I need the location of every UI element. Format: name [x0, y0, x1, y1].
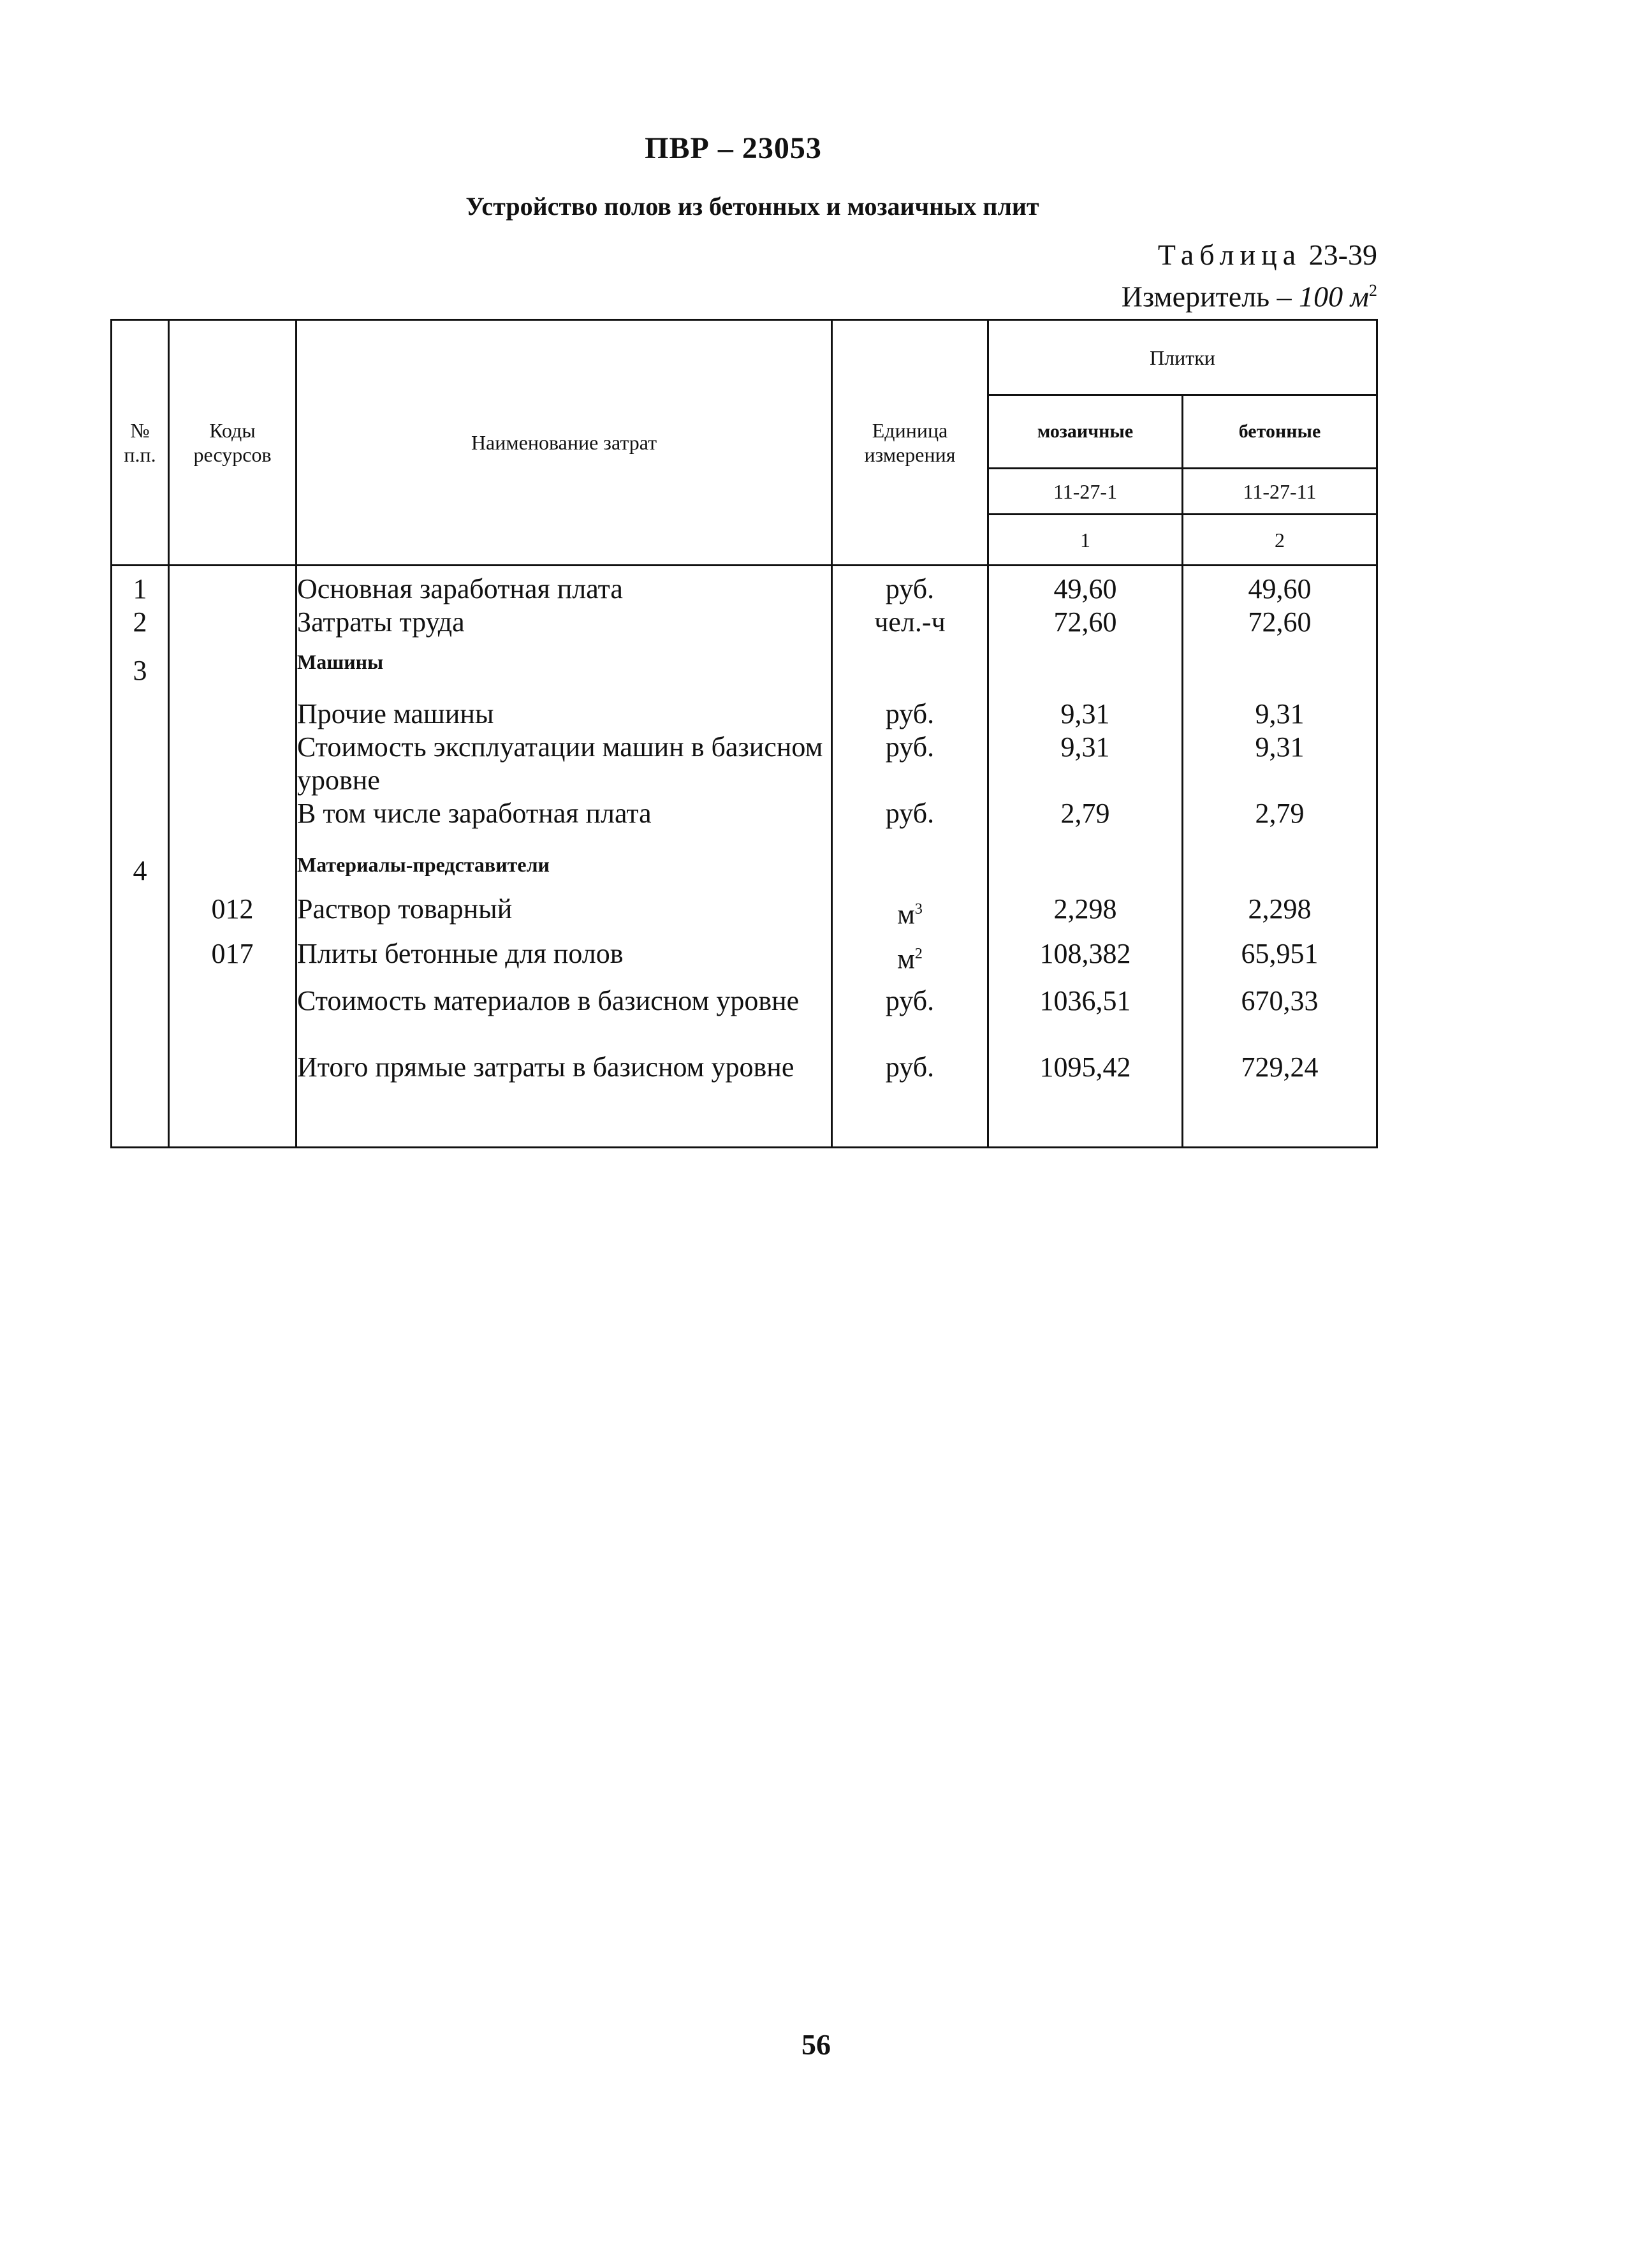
row-unit: чел.-ч: [832, 606, 988, 645]
row-unit-superscript: 2: [914, 946, 923, 962]
row-value-2: [1183, 645, 1377, 698]
row-unit: [832, 848, 988, 893]
row-value-2: 2,79: [1183, 797, 1377, 848]
header-col2-index: 2: [1183, 515, 1377, 566]
row-code: [169, 848, 296, 893]
row-num: [112, 1051, 169, 1148]
row-num: 3: [112, 645, 169, 698]
header-name: Наименование затрат: [296, 320, 832, 566]
row-code: 012: [169, 893, 296, 937]
row-num: 4: [112, 848, 169, 893]
page-number: 56: [801, 2028, 831, 2061]
row-value-2: 729,24: [1183, 1051, 1377, 1148]
row-name: Основная заработная плата: [296, 566, 832, 606]
header-col1-name: мозаичные: [988, 395, 1183, 469]
header-codes: Коды ресурсов: [169, 320, 296, 566]
row-value-1: [988, 645, 1183, 698]
row-unit: руб.: [832, 566, 988, 606]
row-name: Раствор товарный: [296, 893, 832, 937]
cost-table: [110, 319, 1378, 1148]
row-code: [169, 731, 296, 797]
row-num: [112, 698, 169, 731]
row-value-1: 2,79: [988, 797, 1183, 848]
row-unit: руб.: [832, 797, 988, 848]
row-code: [169, 698, 296, 731]
header-group: Плитки: [988, 320, 1377, 395]
row-value-1: [988, 848, 1183, 893]
row-unit: руб.: [832, 731, 988, 797]
row-code: [169, 606, 296, 645]
row-num: [112, 893, 169, 937]
header-col1-index: 1: [988, 515, 1183, 566]
row-value-2: 2,298: [1183, 893, 1377, 937]
row-unit-superscript: 3: [914, 901, 923, 918]
row-value-1: 1036,51: [988, 984, 1183, 1051]
table-row: [112, 848, 1377, 893]
table-caption: [1084, 237, 1377, 314]
row-value-1: 108,382: [988, 937, 1183, 984]
row-value-2: 9,31: [1183, 731, 1377, 797]
measure-value: 100 м: [1299, 280, 1369, 313]
row-value-2: 72,60: [1183, 606, 1377, 645]
row-num: [112, 984, 169, 1051]
row-name: Прочие машины: [296, 698, 832, 731]
header-col2-name: бетонные: [1183, 395, 1377, 469]
row-num: 2: [112, 606, 169, 645]
row-code: [169, 645, 296, 698]
table-row: [112, 566, 1377, 606]
row-num: [112, 731, 169, 797]
table-row: [112, 731, 1377, 797]
header-col1-code: 11-27-1: [988, 469, 1183, 515]
table-label: Таблица: [1157, 238, 1302, 271]
table-row: [112, 606, 1377, 645]
row-name: Плиты бетонные для полов: [296, 937, 832, 984]
row-name: Итого прямые затраты в базисном уровне: [296, 1051, 832, 1148]
row-unit: [832, 937, 988, 984]
header-num: № п.п.: [112, 320, 169, 566]
header-col2-code: 11-27-11: [1183, 469, 1377, 515]
row-value-1: 72,60: [988, 606, 1183, 645]
measure-line: [1084, 273, 1377, 314]
row-unit: руб.: [832, 984, 988, 1051]
table-row: [112, 893, 1377, 937]
document-title: Устройство полов из бетонных и мозаичных плит: [465, 192, 1039, 221]
row-name: Стоимость материалов в базисном уровне: [296, 984, 832, 1051]
row-value-2: 65,951: [1183, 937, 1377, 984]
measure-label: Измеритель –: [1121, 280, 1292, 313]
row-unit: руб.: [832, 698, 988, 731]
table-number: 23-39: [1308, 238, 1377, 271]
row-code: 017: [169, 937, 296, 984]
row-code: [169, 566, 296, 606]
row-unit-text: м: [897, 943, 915, 975]
measure-superscript: 2: [1369, 281, 1377, 300]
row-unit: руб.: [832, 1051, 988, 1148]
row-value-2: 49,60: [1183, 566, 1377, 606]
row-section-name: Машины: [296, 645, 832, 698]
document-code: ПВР – 23053: [645, 131, 822, 165]
row-num: [112, 797, 169, 848]
table-row: [112, 937, 1377, 984]
table-row: [112, 698, 1377, 731]
table-row: [112, 984, 1377, 1051]
table-row: [112, 797, 1377, 848]
row-num: [112, 937, 169, 984]
row-value-1: 9,31: [988, 698, 1183, 731]
row-code: [169, 1051, 296, 1148]
row-value-2: [1183, 848, 1377, 893]
row-unit: [832, 893, 988, 937]
row-value-1: 2,298: [988, 893, 1183, 937]
row-value-2: 670,33: [1183, 984, 1377, 1051]
row-code: [169, 984, 296, 1051]
row-name: В том числе заработная плата: [296, 797, 832, 848]
table-row: [112, 1051, 1377, 1148]
row-name: Стоимость эксплуатации машин в базисном уровне: [296, 731, 832, 797]
header-unit: Единица измерения: [832, 320, 988, 566]
row-unit-text: м: [897, 898, 915, 930]
row-code: [169, 797, 296, 848]
row-section-name: Материалы-представители: [296, 848, 832, 893]
row-value-1: 9,31: [988, 731, 1183, 797]
row-unit: [832, 645, 988, 698]
row-value-1: 49,60: [988, 566, 1183, 606]
row-num: 1: [112, 566, 169, 606]
row-value-2: 9,31: [1183, 698, 1377, 731]
row-value-1: 1095,42: [988, 1051, 1183, 1148]
table-number-line: [1084, 237, 1377, 273]
row-name: Затраты труда: [296, 606, 832, 645]
table-row: [112, 645, 1377, 698]
